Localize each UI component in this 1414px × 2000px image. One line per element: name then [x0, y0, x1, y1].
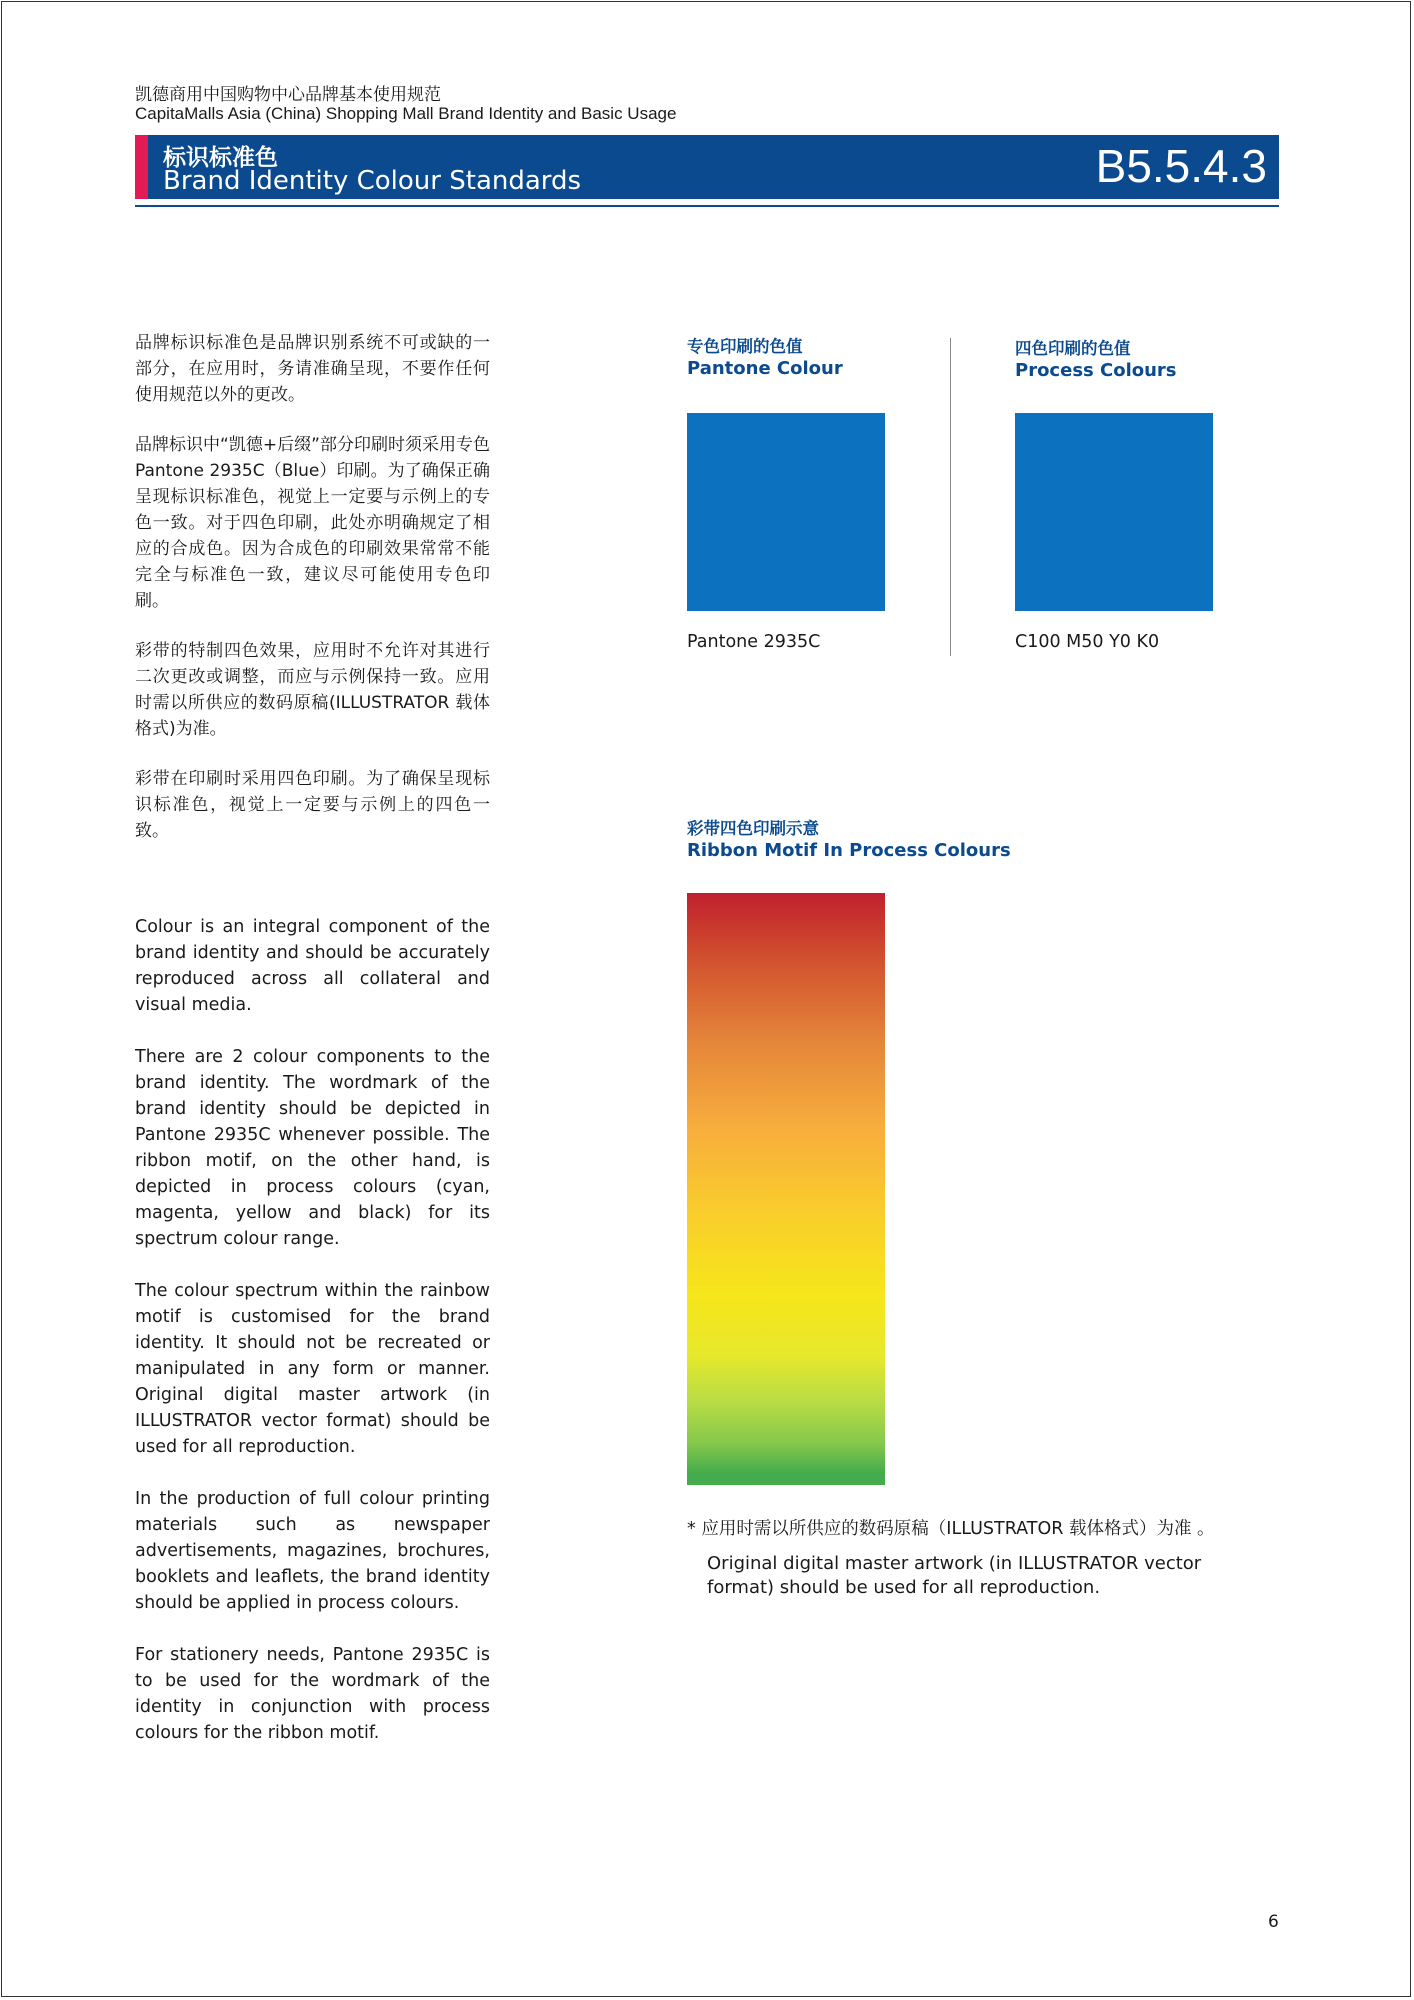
body-text-column — [135, 330, 490, 1772]
pantone-label: Pantone 2935C — [687, 632, 821, 652]
ribbon-gradient-swatch — [687, 893, 885, 1485]
section-banner — [135, 135, 1279, 199]
pantone-swatch — [687, 413, 885, 611]
paragraph-cn: 品牌标识中“凯德+后缀”部分印刷时须采用专色 Pantone 2935C（Blue）印刷。为了确保正确呈现标识标准色，视觉上一定要与示例上的专色一致。对于四色印刷，此处亦明确规定了相应的合成色。因为合成色的印刷效果常常不能完全与标准色一致，建议尽可能使用专色印刷。 — [135, 435, 490, 611]
document-title-en: CapitaMalls Asia (China) Shopping Mall Brand Identity and Basic Usage — [135, 104, 677, 123]
paragraph-cn: 彩带的特制四色效果，应用时不允许对其进行二次更改或调整，而应与示例保持一致。应用时需以所供应的数码原稿(ILLUSTRATOR 载体格式)为准。 — [135, 641, 490, 739]
process-swatch — [1015, 413, 1213, 611]
ribbon-note-cn: * 应用时需以所供应的数码原稿（ILLUSTRATOR 载体格式）为准 。 — [687, 1519, 1215, 1539]
process-heading-en: Process Colours — [1015, 360, 1177, 381]
paragraph-cn: 彩带在印刷时采用四色印刷。为了确保呈现标识标准色，视觉上一定要与示例上的四色一致。 — [135, 769, 490, 841]
section-title-cn: 标识标准色 — [163, 145, 278, 171]
paragraph-en: Colour is an integral component of the brand identity and should be accurately reproduced across all collateral and visual media. — [135, 917, 490, 1015]
paragraph-en: There are 2 colour components to the brand identity. The wordmark of the brand identity should be depicted in Pantone 2935C whenever possible. The ribbon motif, on the other hand, is depicted in process colours (cyan, magenta, yellow and black) for its spectrum colour range. — [135, 1047, 490, 1249]
page-number: 6 — [1268, 1912, 1279, 1932]
english-text-block — [135, 914, 490, 1746]
pantone-heading-en: Pantone Colour — [687, 358, 843, 379]
paragraph-en: In the production of full colour printing materials such as newspaper advertisements, magazines, brochures, booklets and leaflets, the brand identity should be applied in process colours. — [135, 1489, 490, 1613]
banner-underline — [135, 205, 1279, 207]
paragraph-cn: 品牌标识标准色是品牌识别系统不可或缺的一部分，在应用时，务请准确呈现，不要作任何使用规范以外的更改。 — [135, 333, 490, 405]
paragraph-en: For stationery needs, Pantone 2935C is to be used for the wordmark of the identity in conjunction with process colours for the ribbon motif. — [135, 1645, 490, 1743]
ribbon-heading-cn: 彩带四色印刷示意 — [687, 819, 819, 838]
process-label: C100 M50 Y0 K0 — [1015, 632, 1160, 652]
pantone-heading-cn: 专色印刷的色值 — [687, 337, 803, 356]
paragraph-en: The colour spectrum within the rainbow motif is customised for the brand identity. It should not be recreated or manipulated in any form or manner. Original digital master artwork (in ILLUSTRATOR vector format) should be used for all reproduction. — [135, 1281, 490, 1457]
banner-accent-bar — [135, 135, 148, 199]
document-title-cn: 凯德商用中国购物中心品牌基本使用规范 — [135, 85, 441, 105]
section-title-en: Brand Identity Colour Standards — [163, 166, 582, 196]
column-divider — [950, 338, 951, 656]
process-heading-cn: 四色印刷的色值 — [1015, 339, 1131, 358]
section-code: B5.5.4.3 — [1095, 140, 1267, 192]
ribbon-heading-en: Ribbon Motif In Process Colours — [687, 840, 1011, 861]
ribbon-note-en: Original digital master artwork (in ILLUSTRATOR vector format) should be used for all reproduction. — [707, 1553, 1202, 1598]
